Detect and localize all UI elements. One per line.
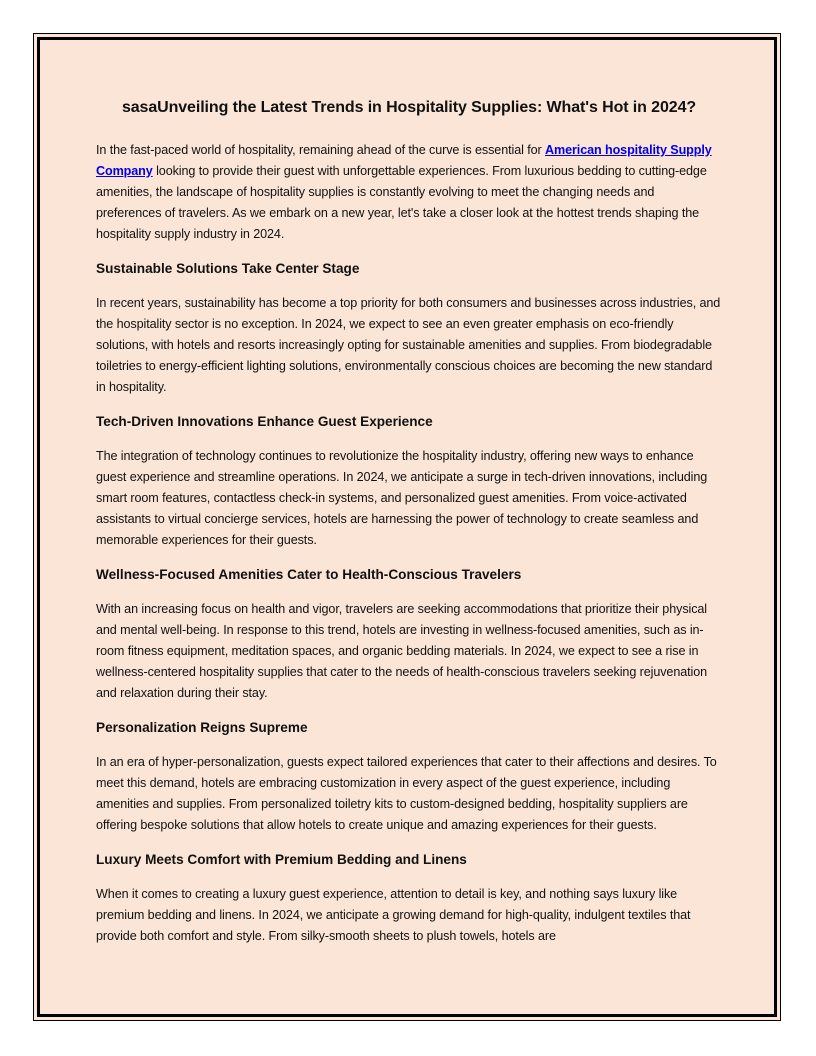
document-body	[96, 96, 722, 961]
section-paragraph: When it comes to creating a luxury guest experience, attention to detail is key, and nothing says luxury like premium bedding and linens. In 2024, we anticipate a growing demand for high-quality, indulgent textiles that provide both comfort and style. From silky-smooth sheets to plush towels, hotels are	[96, 887, 691, 943]
intro-text-before: In the fast-paced world of hospitality, remaining ahead of the curve is essential for	[96, 143, 545, 157]
section-paragraph: With an increasing focus on health and vigor, travelers are seeking accommodations that prioritize their physical and mental well-being. In response to this trend, hotels are investing in wellness-focused amenities, such as in-room fitness equipment, meditation spaces, and organic bedding materials. In 2024, we expect to see a rise in wellness-centered hospitality supplies that cater to the needs of health-conscious travelers seeking rejuvenation and relaxation during their stay.	[96, 602, 708, 700]
intro-text-after: looking to provide their guest with unforgettable experiences. From luxurious bedding to cutting-edge amenities, the landscape of hospitality supplies is constantly evolving to meet the changing needs and preferences of travelers. As we embark on a new year, let's take a closer look at the hottest trends shaping the hospitality supply industry in 2024.	[96, 164, 707, 241]
section-paragraph: The integration of technology continues to revolutionize the hospitality industry, offering new ways to enhance guest experience and streamline operations. In 2024, we anticipate a surge in tech-driven innovations, including smart room features, contactless check-in systems, and personalized guest amenities. From voice-activated assistants to virtual concierge services, hotels are harnessing the power of technology to create seamless and memorable experiences for their guests.	[96, 449, 708, 547]
section-heading: Luxury Meets Comfort with Premium Bedding and Linens	[96, 852, 467, 867]
section-paragraph: In recent years, sustainability has become a top priority for both consumers and businesses across industries, and the hospitality sector is no exception. In 2024, we expect to see an even greater emphasis on eco-friendly solutions, with hotels and resorts increasingly opting for sustainable amenities and supplies. From biodegradable toiletries to energy-efficient lighting solutions, environmentally conscious choices are becoming the new standard in hospitality.	[96, 296, 721, 394]
document-title: sasaUnveiling the Latest Trends in Hospitality Supplies: What's Hot in 2024?	[121, 99, 697, 116]
american-hospitality-supply-link[interactable]: American hospitality Supply Company	[96, 143, 712, 178]
section-heading: Wellness-Focused Amenities Cater to Health-Conscious Travelers	[96, 567, 522, 582]
intro-paragraph	[96, 140, 722, 245]
section-paragraph: In an era of hyper-personalization, guests expect tailored experiences that cater to their affections and desires. To meet this demand, hotels are embracing customization in every aspect of the guest experience, including amenities and supplies. From personalized toiletry kits to custom-designed bedding, hospitality suppliers are offering bespoke solutions that allow hotels to create unique and amazing experiences for their guests.	[96, 755, 717, 832]
section-heading: Tech-Driven Innovations Enhance Guest Experience	[96, 414, 433, 429]
section-heading: Sustainable Solutions Take Center Stage	[96, 261, 360, 276]
section-heading: Personalization Reigns Supreme	[96, 720, 308, 735]
